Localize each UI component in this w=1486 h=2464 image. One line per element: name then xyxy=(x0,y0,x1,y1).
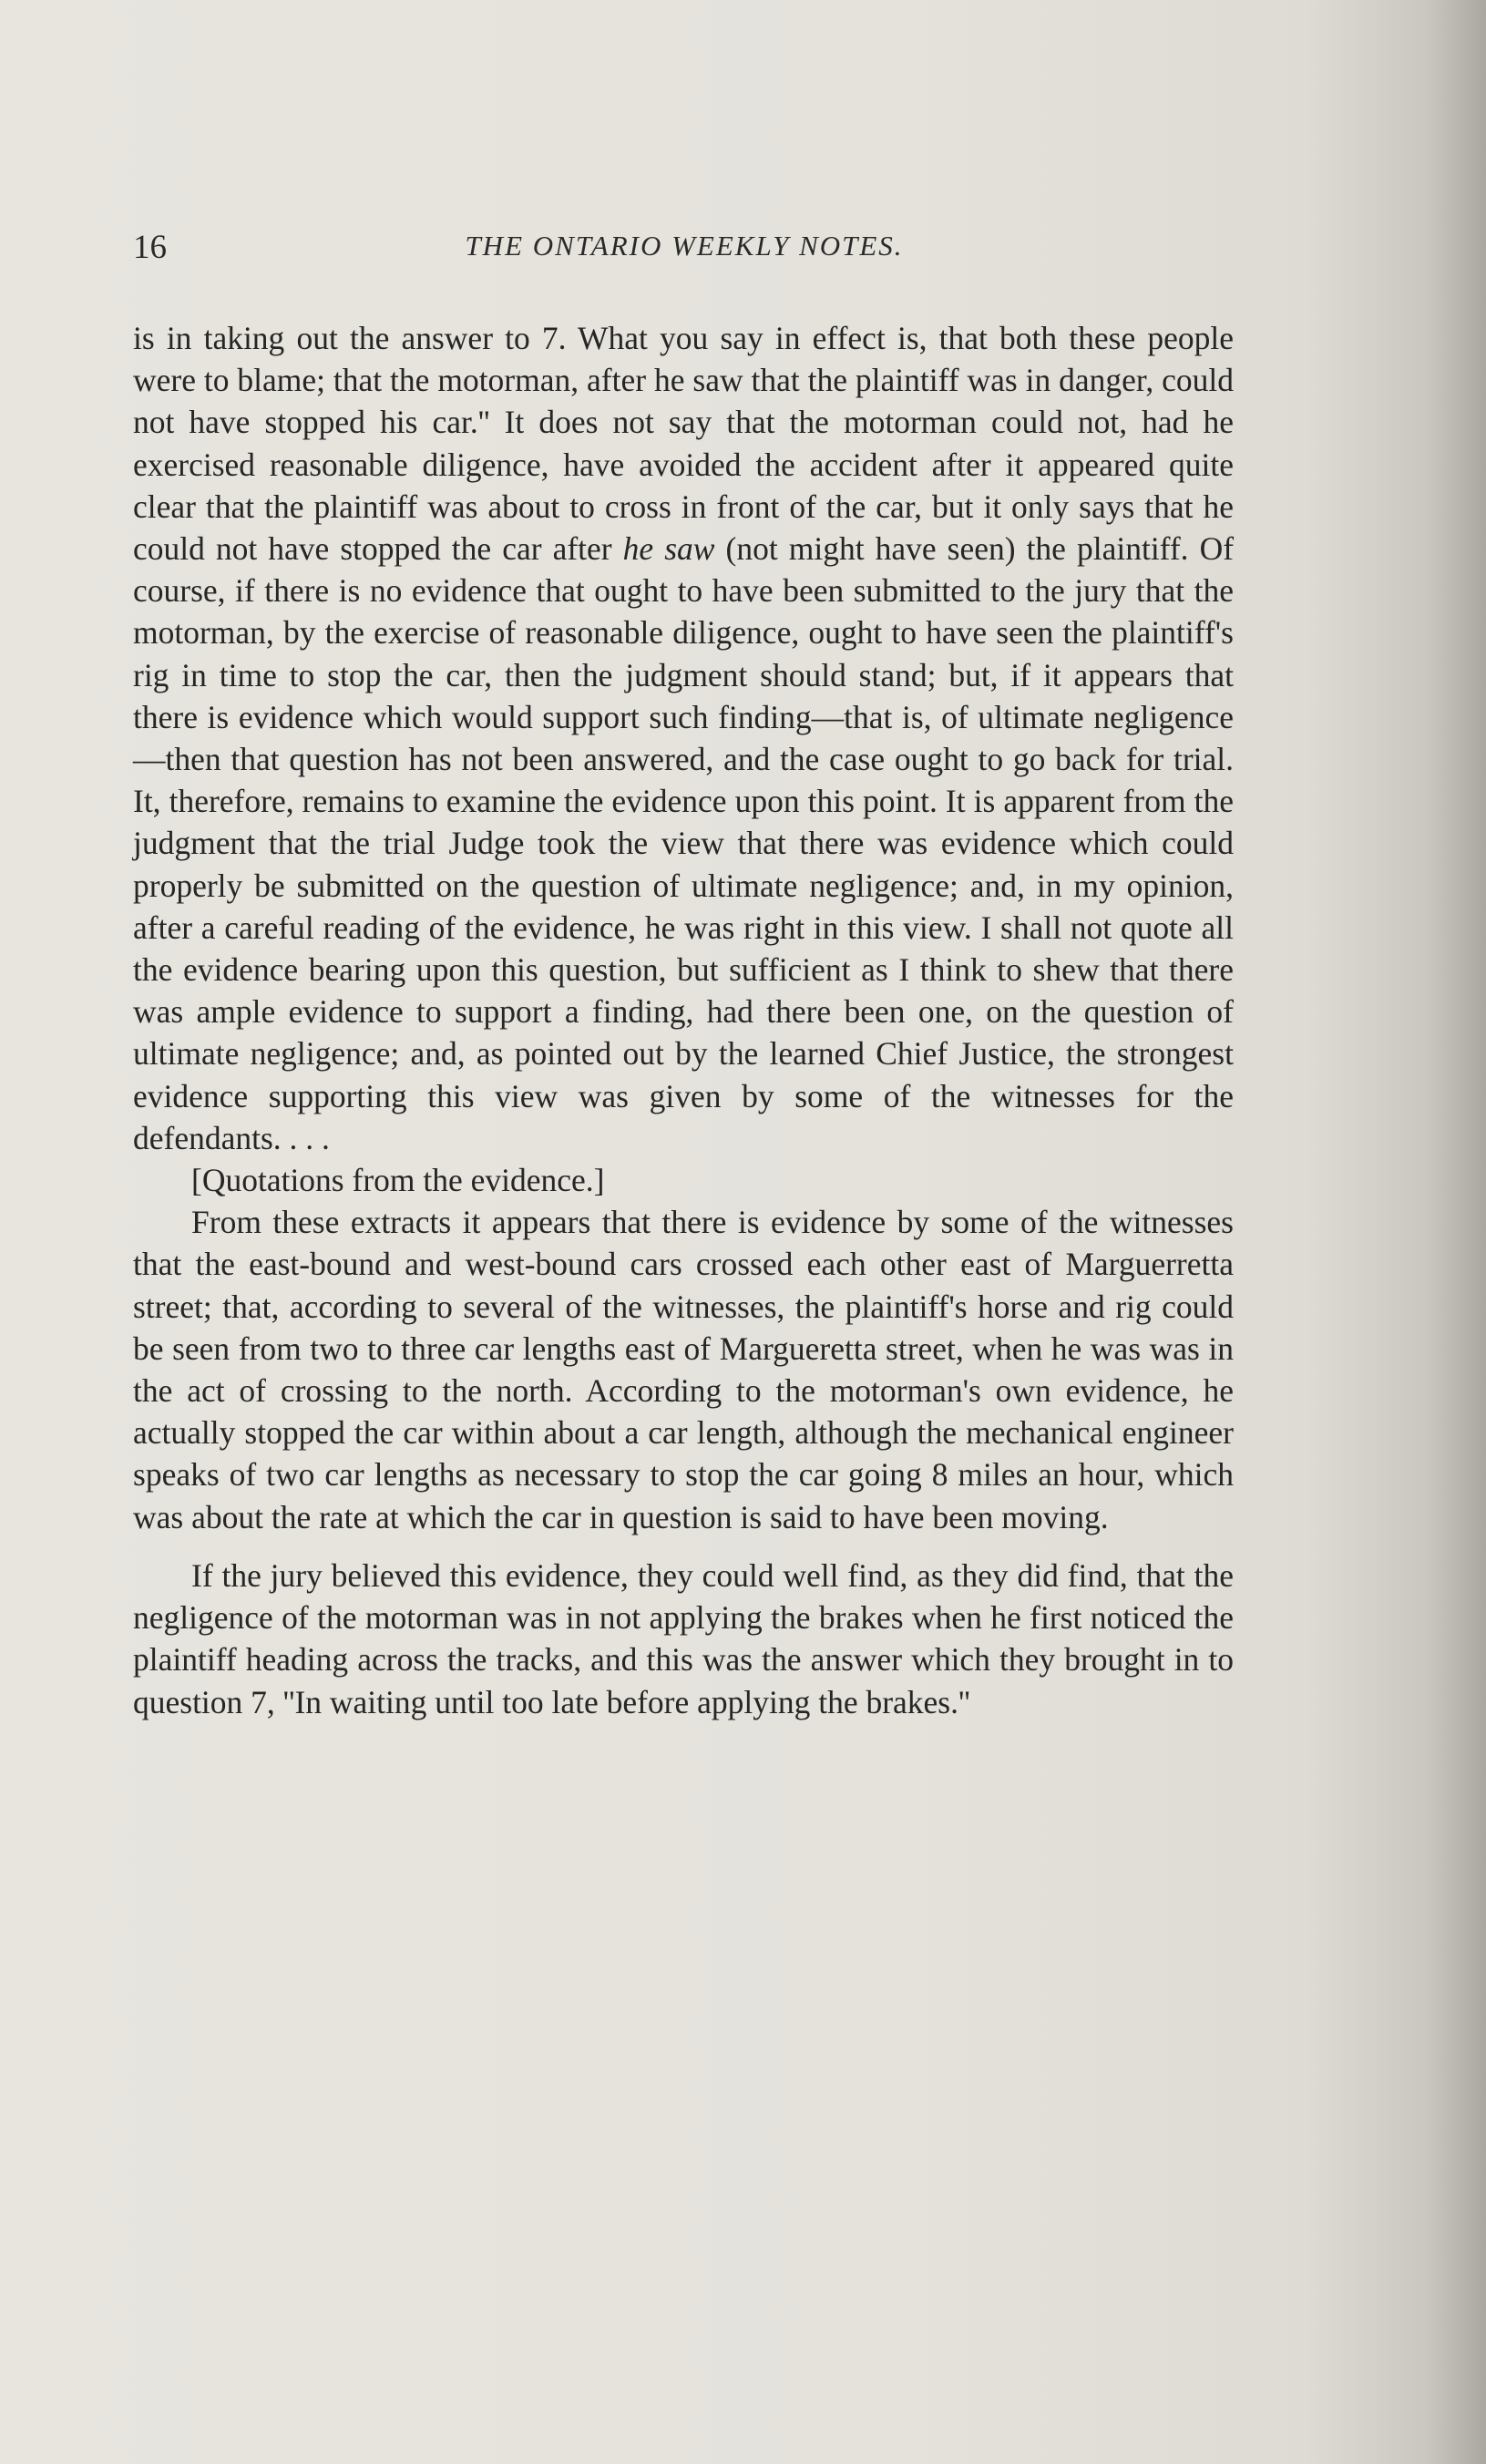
journal-title: THE ONTARIO WEEKLY NOTES. xyxy=(465,230,904,262)
paragraph-jury: If the jury believed this evidence, they could well find, as they did find, that the negligence of the motorman was in not applying the brakes when he first noticed the plaintiff heading across the tracks, and this was the answer which they brought in to question 7, ''In waiting until too late before applying the brakes.'' xyxy=(133,1556,1234,1720)
paragraph-extracts: From these extracts it appears that there is evidence by some of the witnesses that the east-bound and west-bound cars crossed each other east of Marguerretta street; that, according to several of the witnesses, the plaintiff's horse and rig could be seen from two to three car lengths east of Margueretta street, when he was was in the act of crossing to the north. According to the motorman's own evidence, he actually stopped the car within about a car length, although the mechanical engineer speaks of two car lengths as necessary to stop the car going 8 miles an hour, which was about the rate at which the car in question is said to have been moving. xyxy=(133,1204,1234,1535)
page-number: 16 xyxy=(133,229,167,266)
bracket-note: [Quotations from the evidence.] xyxy=(191,1162,605,1199)
paragraph-text: (not might have seen) the plaintiff. Of course, if there is no evidence that ought to have been submitted to the jury that the motorman, by the exercise of reasonable diligence, ought to have seen the plaintiff's rig in time to stop the car, then the judgment should stand; but, if it appears that there is evidence which would support such finding—that is, of ultimate negligence—then that question has not been answered, and the case ought to go back for trial. It, therefore, remains to examine the evidence upon this point. It is apparent from the judgment that the trial Judge took the view that there was evidence which could properly be submitted on the question of ultimate negligence; and, in my opinion, after a careful reading of the evidence, he was right in this view. I shall not quote all the evidence bearing upon this question, but sufficient as I think to shew that there was ample evidence to support a finding, had there been one, on the question of ultimate negligence; and, as pointed out by the learned Chief Justice, the strongest evidence supporting this view was given by some of the witnesses for the defendants. . . . xyxy=(133,530,1235,1156)
paragraph-text: is in taking out the answer to 7. What you say in effect is, that both these people were to blame; that the motorman, after he saw that the plaintiff was in danger, could not have stopped his car.'' It does not say that the motorman could not, had he exercised reasonable diligence, have avoided the accident after it appeared quite clear that the plaintiff was about to cross in front of the car, but it only says that he could not have stopped the car after xyxy=(133,320,1234,568)
body-text xyxy=(133,317,1234,1723)
paragraph-continued xyxy=(133,317,1234,1159)
italic-phrase: he saw xyxy=(622,530,715,568)
running-head xyxy=(133,228,1235,282)
